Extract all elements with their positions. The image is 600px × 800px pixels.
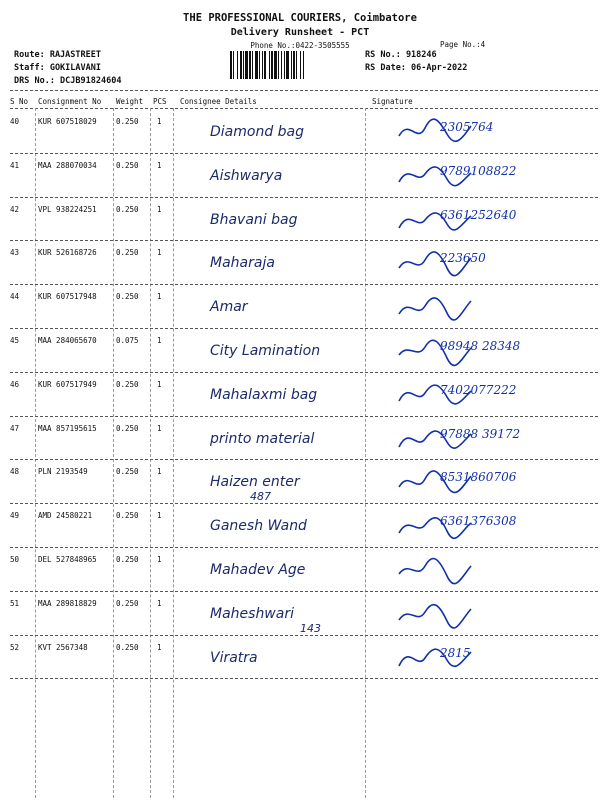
row-weight: 0.250 <box>116 642 139 652</box>
row-separator <box>10 635 598 636</box>
row-pcs: 1 <box>157 467 162 477</box>
row-sno: 50 <box>10 555 20 564</box>
col-consignee: Consignee Details <box>180 97 257 106</box>
row-consignee-name: Mahalaxmi bag <box>210 386 318 403</box>
row-consignment-no: MAA 857195615 <box>38 423 97 433</box>
staff-label: Staff: GOKILAVANI <box>14 63 101 73</box>
row-sno: 48 <box>10 467 20 477</box>
col-divider <box>173 108 174 798</box>
page-number: Page No.:4 <box>440 40 486 49</box>
row-separator <box>10 678 598 679</box>
row-consignee-name: Maheshwari <box>210 605 294 622</box>
row-pcs: 1 <box>157 160 162 170</box>
row-pcs: 1 <box>157 117 162 126</box>
col-signature: Signature <box>372 97 413 106</box>
header-rule <box>10 90 598 91</box>
drs-label: DRS No.: DCJB91824604 <box>14 76 122 86</box>
row-weight: 0.250 <box>116 292 139 302</box>
phone-number: Phone No.:0422-3505555 <box>250 41 350 50</box>
row-consignee-name: Haizen enter <box>210 474 300 491</box>
row-sno: 46 <box>10 379 20 389</box>
row-separator <box>10 153 598 154</box>
row-pcs: 1 <box>157 336 162 345</box>
row-weight: 0.250 <box>116 204 139 214</box>
route-label: Route: RAJASTREET <box>14 50 101 60</box>
row-consignee-extra: 143 <box>300 621 321 635</box>
row-sno: 43 <box>10 248 20 258</box>
row-consignment-no: KUR 526168726 <box>38 248 97 258</box>
row-pcs: 1 <box>157 292 162 302</box>
barcode-image <box>230 51 360 79</box>
row-consignment-no: MAA 289818829 <box>38 598 97 608</box>
row-sno: 44 <box>10 292 20 302</box>
row-signature-phone: 7402077222 <box>440 382 517 397</box>
row-sno: 51 <box>10 598 20 608</box>
col-weight: Weight <box>116 97 144 106</box>
row-consignee-name: Diamond bag <box>210 124 305 140</box>
row-signature-scribble <box>395 289 475 323</box>
row-signature-phone: 97888 39172 <box>440 426 521 441</box>
row-consignee-name: City Lamination <box>210 343 321 359</box>
row-consignment-no: PLN 2193549 <box>38 467 88 477</box>
row-signature-phone: 6361252640 <box>440 207 517 222</box>
row-consignment-no: AMD 24580221 <box>38 511 93 521</box>
row-consignment-no: DEL 527848965 <box>38 555 97 564</box>
row-consignment-no: MAA 284065670 <box>38 336 97 345</box>
col-divider <box>35 108 36 798</box>
row-weight: 0.250 <box>116 160 139 170</box>
row-consignment-no: KVT 2567348 <box>38 642 88 652</box>
row-separator <box>10 503 598 504</box>
row-consignee-name: printo material <box>210 430 315 447</box>
row-pcs: 1 <box>157 555 162 564</box>
row-weight: 0.250 <box>116 248 139 258</box>
row-signature-phone: 223650 <box>440 251 486 266</box>
row-pcs: 1 <box>157 248 162 258</box>
row-weight: 0.075 <box>116 336 139 345</box>
col-pcs: PCS <box>153 97 167 106</box>
row-separator <box>10 284 598 285</box>
col-divider <box>150 108 151 798</box>
row-separator <box>10 240 598 241</box>
row-consignee-extra: 487 <box>250 490 271 504</box>
row-weight: 0.250 <box>116 511 139 521</box>
row-signature-phone: 9789108822 <box>440 163 517 178</box>
row-weight: 0.250 <box>116 467 139 477</box>
row-weight: 0.250 <box>116 379 139 389</box>
row-pcs: 1 <box>157 423 162 433</box>
row-sno: 45 <box>10 336 20 345</box>
rs-number: RS No.: 918246 <box>365 50 437 60</box>
col-consignment: Consignment No <box>38 97 102 106</box>
col-sno: S No <box>10 97 29 106</box>
header-rule-bottom <box>10 108 598 109</box>
row-consignee-name: Maharaja <box>210 255 275 272</box>
row-separator <box>10 459 598 460</box>
row-consignment-no: KUR 607517948 <box>38 292 97 302</box>
col-divider <box>113 108 114 798</box>
signature-stroke <box>399 559 471 584</box>
row-separator <box>10 416 598 417</box>
row-sno: 41 <box>10 160 20 170</box>
row-consignee-name: Amar <box>210 299 248 316</box>
row-separator <box>10 591 598 592</box>
row-signature-phone: 2815 <box>440 645 471 660</box>
row-signature-scribble <box>395 552 475 586</box>
row-pcs: 1 <box>157 642 162 652</box>
row-signature-phone: 2305764 <box>440 120 494 134</box>
row-consignee-name: Viratra <box>210 649 258 666</box>
row-signature-phone: 8531860706 <box>440 470 517 485</box>
row-signature-scribble <box>395 596 475 630</box>
row-weight: 0.250 <box>116 423 139 433</box>
row-sno: 49 <box>10 511 20 521</box>
row-consignee-name: Ganesh Wand <box>210 518 307 535</box>
runsheet-subtitle: Delivery Runsheet - PCT <box>230 27 370 38</box>
row-weight: 0.250 <box>116 598 139 608</box>
row-consignee-name: Mahadev Age <box>210 562 306 578</box>
row-sno: 47 <box>10 423 20 433</box>
row-sno: 52 <box>10 642 20 652</box>
row-consignment-no: KUR 607518029 <box>38 117 97 126</box>
row-pcs: 1 <box>157 379 162 389</box>
row-consignment-no: MAA 288070034 <box>38 160 97 170</box>
row-sno: 42 <box>10 204 20 214</box>
signature-stroke <box>399 604 471 627</box>
row-pcs: 1 <box>157 204 162 214</box>
row-signature-phone: 6361376308 <box>440 514 517 529</box>
row-pcs: 1 <box>157 598 162 608</box>
row-weight: 0.250 <box>116 555 139 564</box>
row-weight: 0.250 <box>116 117 139 126</box>
col-divider <box>365 108 366 798</box>
row-consignment-no: KUR 607517949 <box>38 379 97 389</box>
row-consignment-no: VPL 938224251 <box>38 204 97 214</box>
company-title: THE PROFESSIONAL COURIERS, Coimbatore <box>183 12 417 24</box>
rs-date: RS Date: 06-Apr-2022 <box>365 63 468 73</box>
row-sno: 40 <box>10 117 20 126</box>
signature-stroke <box>399 298 471 320</box>
row-separator <box>10 328 598 329</box>
row-consignee-name: Aishwarya <box>210 167 283 184</box>
row-pcs: 1 <box>157 511 162 521</box>
row-separator <box>10 547 598 548</box>
row-consignee-name: Bhavani bag <box>210 211 298 228</box>
row-separator <box>10 197 598 198</box>
row-signature-phone: 98948 28348 <box>440 339 521 353</box>
row-separator <box>10 372 598 373</box>
